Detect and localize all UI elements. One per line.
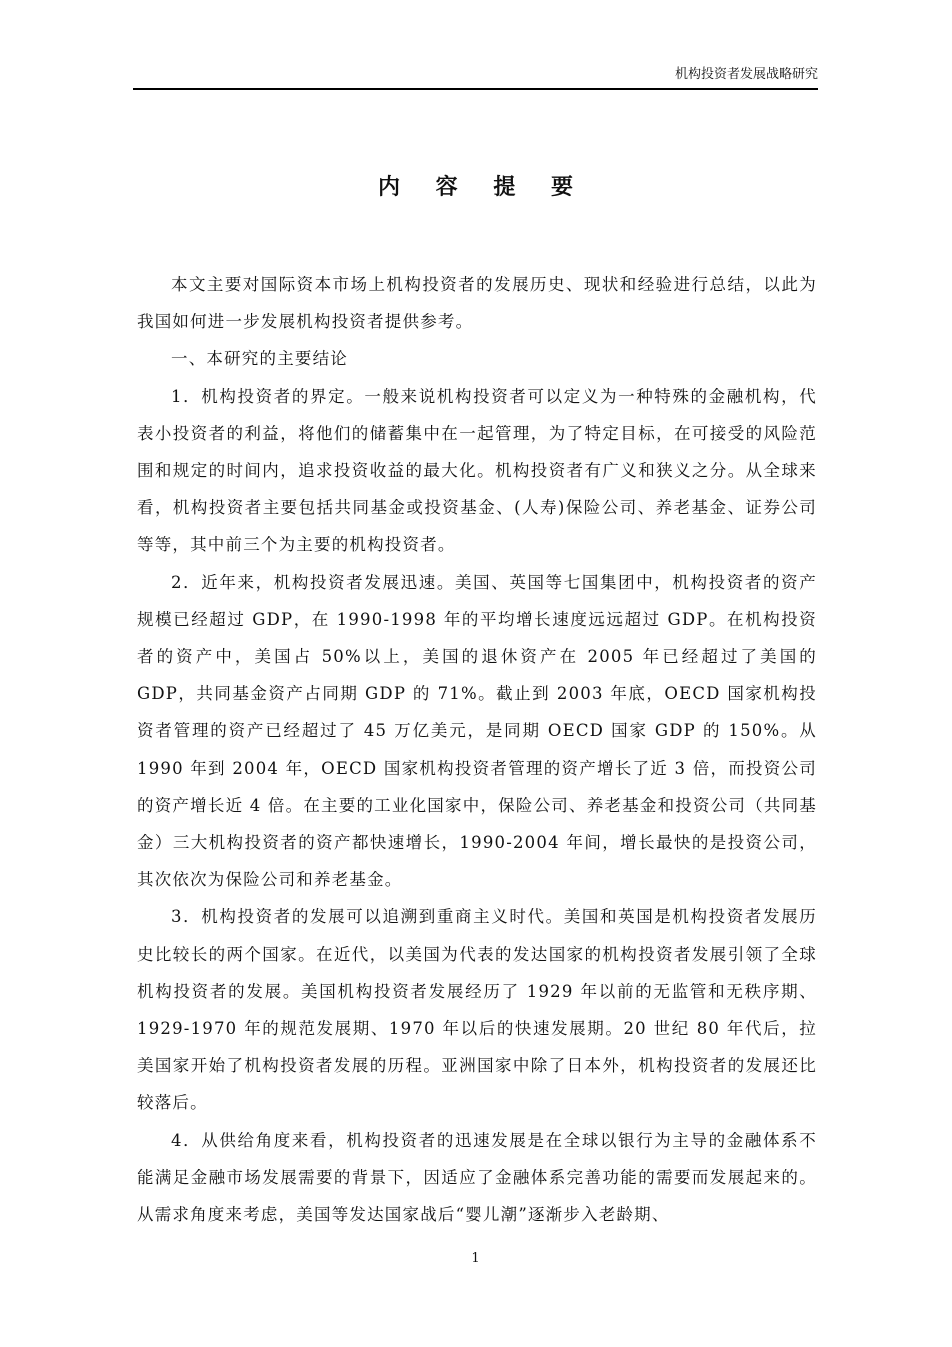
paragraph-intro: 本文主要对国际资本市场上机构投资者的发展历史、现状和经验进行总结，以此为我国如何进一步发展机构投资者提供参考。 — [137, 275, 817, 332]
paragraph-2: 2．近年来，机构投资者发展迅速。美国、英国等七国集团中，机构投资者的资产规模已经超过 GDP，在 1990-1998 年的平均增长速度远远超过 GDP。在机构投资者的资产中，美国占 50%以上，美国的退休资产在 2005 年已经超过了美国的 GDP，共同基金资产占同期 GDP 的 71%。截止到 2003 年底，OECD 国家机构投资者管理的资产已经超过了 45 万亿美元，是同期 OECD 国家 GDP 的 150%。从 1990 年到 2004 年，OECD 国家机构投资者管理的资产增长了近 3 倍，而投资公司的资产增长近 4 倍。在主要的工业化国家中，保险公司、养老基金和投资公司（共同基金）三大机构投资者的资产都快速增长，1990-2004 年间，增长最快的是投资公司，其次依次为保险公司和养老基金。 — [137, 572, 817, 890]
paragraph-3: 3．机构投资者的发展可以追溯到重商主义时代。美国和英国是机构投资者发展历史比较长的两个国家。在近代，以美国为代表的发达国家的机构投资者发展引领了全球机构投资者的发展。美国机构投资者发展经历了 1929 年以前的无监管和无秩序期、1929-1970 年的规范发展期、1970 年以后的快速发展期。20 世纪 80 年代后，拉美国家开始了机构投资者发展的历程。亚洲国家中除了日本外，机构投资者的发展还比较落后。 — [137, 907, 817, 1113]
header-rule — [133, 88, 818, 90]
paragraph-1: 1．机构投资者的界定。一般来说机构投资者可以定义为一种特殊的金融机构，代表小投资者的利益，将他们的储蓄集中在一起管理，为了特定目标，在可接受的风险范围和规定的时间内，追求投资收益的最大化。机构投资者有广义和狭义之分。从全球来看，机构投资者主要包括共同基金或投资基金、(人寿)保险公司、养老基金、证券公司等等，其中前三个为主要的机构投资者。 — [137, 386, 817, 555]
paragraph-4: 4．从供给角度来看，机构投资者的迅速发展是在全球以银行为主导的金融体系不能满足金融市场发展需要的背景下，因适应了金融体系完善功能的需要而发展起来的。从需求角度来考虑，美国等发达国家战后“婴儿潮”逐渐步入老龄期、 — [137, 1130, 817, 1225]
running-header: 机构投资者发展战略研究 — [674, 67, 818, 82]
page-number: 1 — [471, 1251, 480, 1266]
section-heading: 一、本研究的主要结论 — [171, 349, 348, 369]
body-text — [137, 266, 817, 1233]
document-title: 内 容 提 要 — [378, 175, 587, 200]
